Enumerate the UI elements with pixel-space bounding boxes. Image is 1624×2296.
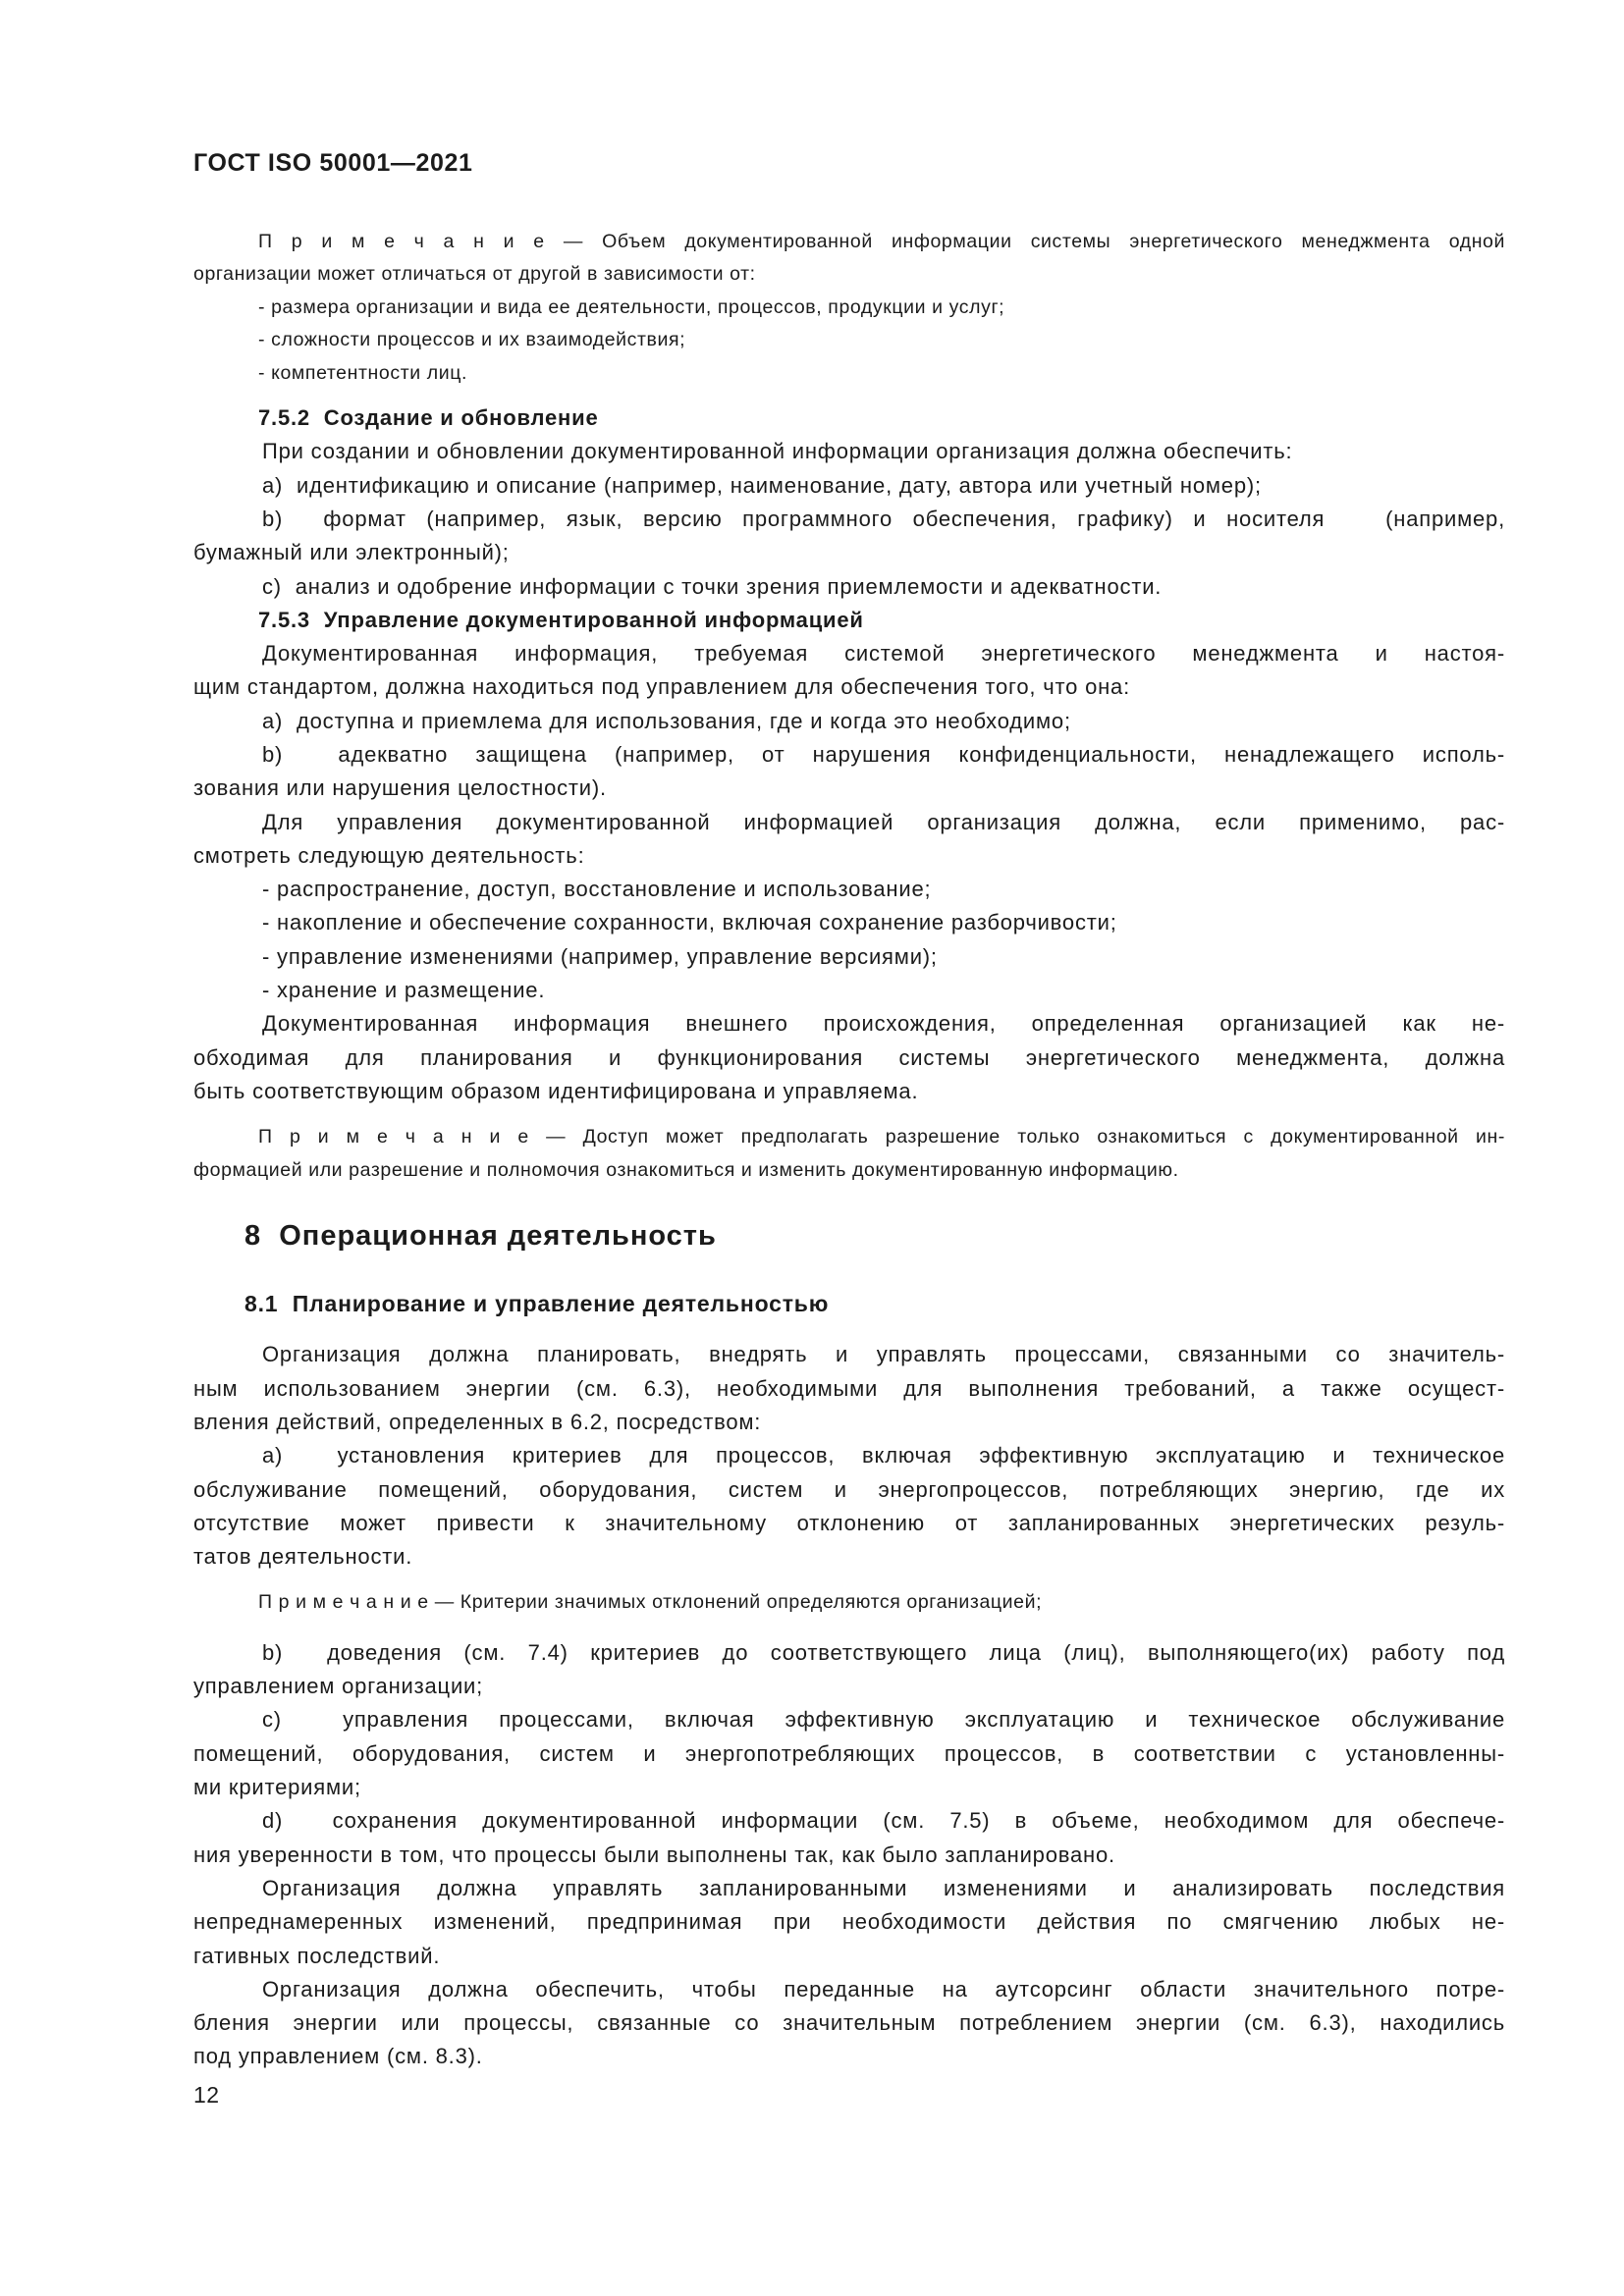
text-line: вления действий, определенных в 6.2, посредством:	[193, 1409, 762, 1434]
text-line: b) доведения (см. 7.4) критериев до соответствующего лица (лиц), выполняющего(их) работу под	[262, 1639, 1505, 1665]
text-line: формацией или разрешение и полномочия ознакомиться и изменить документированную информацию.	[193, 1158, 1179, 1181]
text-line: П р и м е ч а н и е — Объем документированной информации системы энергетического менеджмента одной	[258, 231, 1505, 252]
text-line: обслуживание помещений, оборудования, систем и энергопроцессов, потребляющих энергию, где их	[193, 1476, 1505, 1502]
text-line: смотреть следующую деятельность:	[193, 842, 585, 868]
text-line: ния уверенности в том, что процессы были выполнены так, как было запланировано.	[193, 1842, 1115, 1867]
text-line: татов деятельности.	[193, 1544, 413, 1570]
note-block-access	[193, 1121, 1505, 1187]
text-line: щим стандартом, должна находиться под управлением для обеспечения того, что она:	[193, 674, 1130, 700]
text-line: гативных последствий.	[193, 1943, 441, 1968]
clause-heading-8-1	[193, 1287, 1505, 1320]
text-line: - распространение, доступ, восстановление и использование;	[262, 877, 932, 902]
text-line: а) установления критериев для процессов, включая эффективную эксплуатацию и техническое	[262, 1443, 1505, 1468]
text-line: - хранение и размещение.	[262, 978, 546, 1003]
text-line: a) идентификацию и описание (например, наименование, дату, автора или учетный номер);	[262, 472, 1262, 498]
text-line: обходимая для планирования и функционирования системы энергетического менеджмента, должна	[193, 1044, 1505, 1070]
paragraph-block-control-of-documented-info	[193, 637, 1505, 1108]
text-line: - размера организации и вида ее деятельности, процессов, продукции и услуг;	[258, 295, 1005, 318]
text-line: отсутствие может привести к значительному отклонению от запланированных энергетических резуль-	[193, 1510, 1505, 1535]
text-line: b) адекватно защищена (например, от нарушения конфиденциальности, ненадлежащего исполь-	[262, 742, 1505, 767]
clause-heading-7-5-3	[193, 604, 1505, 637]
text-line: 8 Операционная деятельность	[244, 1220, 717, 1253]
text-line: 7.5.2 Создание и обновление	[258, 405, 599, 431]
text-line: - сложности процессов и их взаимодействия;	[258, 329, 686, 351]
text-line: под управлением (см. 8.3).	[193, 2044, 483, 2069]
text-line: помещений, оборудования, систем и энергопотребляющих процессов, в соответствии с установленны-	[193, 1740, 1505, 1766]
paragraph-block-criteria-items	[193, 1636, 1505, 2074]
text-line: Организация должна планировать, внедрять и управлять процессами, связанными со значитель-	[262, 1342, 1505, 1367]
text-line: 7.5.3 Управление документированной информацией	[258, 607, 864, 632]
text-line: c) анализ и одобрение информации с точки зрения приемлемости и адекватности.	[262, 573, 1163, 599]
text-line: a) доступна и приемлема для использования, где и когда это необходимо;	[262, 708, 1071, 733]
text-line: быть соответствующим образом идентифицирована и управляема.	[193, 1078, 919, 1103]
text-line: организации может отличаться от другой в зависимости от:	[193, 263, 756, 286]
text-line: При создании и обновлении документированной информации организация должна обеспечить:	[262, 439, 1293, 464]
text-line: Документированная информация, требуемая системой энергетического менеджмента и настоя-	[262, 641, 1505, 667]
content	[193, 226, 1505, 2074]
text-line: 8.1 Планирование и управление деятельностью	[244, 1291, 830, 1317]
note-block-criteria	[193, 1586, 1505, 1619]
text-line: непреднамеренных изменений, предпринимая при необходимости действия по смягчению любых не-	[193, 1909, 1505, 1935]
text-line: ми критериями;	[193, 1775, 361, 1800]
text-line: ным использованием энергии (см. 6.3), необходимыми для выполнения требований, а также осущест-	[193, 1375, 1505, 1401]
clause-heading-7-5-2	[193, 401, 1505, 435]
paragraph-block-creation-update	[193, 435, 1505, 603]
text-line: b) формат (например, язык, версию программного обеспечения, графику) и носителя (например,	[262, 506, 1505, 531]
text-line: - компетентности лиц.	[258, 361, 467, 384]
text-column	[193, 149, 1505, 2109]
paragraph-block-planning-control	[193, 1338, 1505, 1574]
page-number: 12	[193, 2081, 220, 2108]
section-heading-8	[193, 1216, 1505, 1255]
running-header: ГОСТ ISO 50001—2021	[193, 149, 473, 177]
text-line: бления энергии или процессы, связанные со значительным потреблением энергии (см. 6.3), находились	[193, 2010, 1505, 2036]
text-line: Документированная информация внешнего происхождения, определенная организацией как не-	[262, 1011, 1505, 1037]
text-line: - управление изменениями (например, управление версиями);	[262, 943, 938, 969]
text-line: бумажный или электронный);	[193, 540, 510, 565]
text-line: управлением организации;	[193, 1674, 484, 1699]
note-block-documented-info-scope	[193, 226, 1505, 390]
text-line: П р и м е ч а н и е — Критерии значимых отклонений определяются организацией;	[258, 1591, 1043, 1614]
text-line: Для управления документированной информацией организация должна, если применимо, рас-	[262, 809, 1505, 834]
text-line: зования или нарушения целостности).	[193, 775, 607, 801]
text-line: Организация должна управлять запланированными изменениями и анализировать последствия	[262, 1875, 1505, 1900]
text-line: c) управления процессами, включая эффективную эксплуатацию и техническое обслуживание	[262, 1707, 1505, 1733]
text-line: Организация должна обеспечить, чтобы переданные на аутсорсинг области значительного потре-	[262, 1976, 1505, 2002]
text-line: П р и м е ч а н и е — Доступ может предполагать разрешение только ознакомиться с документированной ин-	[258, 1126, 1505, 1148]
text-line: d) сохранения документированной информации (см. 7.5) в объеме, необходимом для обеспече-	[262, 1808, 1505, 1834]
text-line: - накопление и обеспечение сохранности, включая сохранение разборчивости;	[262, 910, 1117, 935]
